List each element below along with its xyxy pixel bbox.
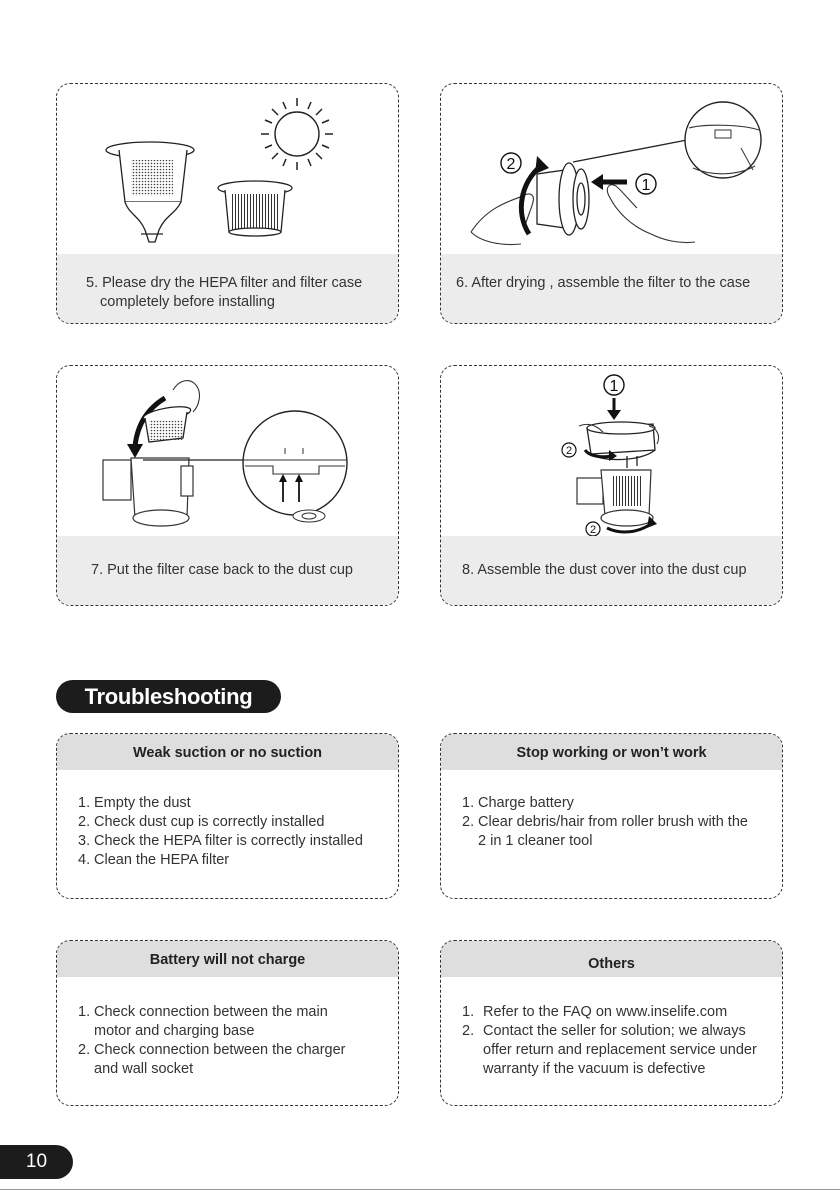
step-text-line-2: completely before installing — [100, 294, 275, 310]
svg-text:1: 1 — [609, 378, 619, 395]
svg-text:2: 2 — [565, 445, 573, 457]
panel-heading: Weak suction or no suction — [57, 734, 398, 770]
sun-icon — [261, 98, 333, 170]
page-number: 10 — [0, 1145, 73, 1179]
step-8-illustration — [441, 366, 782, 546]
svg-text:1: 1 — [641, 177, 651, 194]
list-item: 1. Check connection between the main motor and charging base — [78, 1004, 328, 1039]
callout-1-icon — [604, 375, 624, 395]
list-item: 1. Empty the dust — [78, 795, 191, 811]
step-text: Please dry the HEPA filter and filter case — [102, 275, 363, 291]
list-item: 2. Check connection between the charger and wall socket — [78, 1042, 346, 1077]
step-card-7 — [56, 365, 399, 606]
troubleshooting-title: Troubleshooting — [56, 680, 281, 713]
step-number: 6. — [456, 275, 469, 291]
list-item: 1. Charge battery — [462, 795, 574, 811]
step-7-caption — [57, 536, 398, 605]
callout-2-icon — [586, 522, 600, 536]
step-number: 5. — [86, 275, 99, 291]
panel-weak-suction — [56, 733, 399, 899]
solution-list — [462, 794, 782, 851]
step-card-5 — [56, 83, 399, 324]
list-item: 3. Check the HEPA filter is correctly installed — [78, 833, 363, 849]
down-arrow-icon — [607, 398, 621, 420]
list-item: 2. Contact the seller for solution; we always offer return and replacement service under warranty if the vacuum is defective — [462, 1023, 757, 1077]
step-number: 8. — [462, 562, 475, 578]
push-arrow-icon — [591, 174, 627, 190]
hepa-filter-icon — [218, 181, 292, 236]
step-text: Put the filter case back to the dust cup — [107, 562, 353, 578]
panel-stop-working — [440, 733, 783, 899]
magnify-detail-icon — [243, 411, 347, 522]
step-text: After drying , assemble the filter to the case — [471, 275, 751, 291]
step-7-illustration — [57, 366, 398, 546]
step-5-illustration — [57, 84, 398, 264]
step-6-caption — [441, 254, 782, 323]
footer-rule — [0, 1189, 840, 1190]
zoom-connector — [573, 140, 687, 162]
svg-text:2: 2 — [589, 524, 597, 536]
panel-heading: Stop working or won’t work — [441, 734, 782, 770]
callout-1-icon — [636, 174, 656, 194]
step-5-caption — [57, 254, 398, 323]
dust-cup-icon — [577, 470, 653, 526]
panel-heading: Others — [441, 941, 782, 977]
filter-mesh-texture — [131, 160, 173, 196]
solution-list — [78, 1003, 398, 1079]
solution-list — [78, 794, 398, 870]
step-8-caption — [441, 536, 782, 605]
list-item: 2. Check dust cup is correctly installed — [78, 814, 325, 830]
dust-cover-icon — [587, 422, 655, 468]
callout-2-icon — [501, 153, 521, 173]
panel-others — [440, 940, 783, 1106]
solution-list — [462, 1003, 782, 1079]
step-number: 7. — [91, 562, 104, 578]
panel-heading: Battery will not charge — [57, 941, 398, 977]
step-card-8 — [440, 365, 783, 606]
callout-2-icon — [562, 443, 576, 457]
step-6-illustration — [441, 84, 782, 264]
panel-battery-not-charge — [56, 940, 399, 1106]
magnify-detail-icon — [685, 102, 761, 178]
list-item: 4. Clean the HEPA filter — [78, 852, 230, 868]
step-text: Assemble the dust cover into the dust cup — [477, 562, 747, 578]
svg-text:2: 2 — [506, 156, 516, 173]
dust-cup-icon — [103, 458, 193, 526]
step-card-6 — [440, 83, 783, 324]
list-item: 2. Clear debris/hair from roller brush with the 2 in 1 cleaner tool — [462, 814, 748, 849]
list-item: 1. Refer to the FAQ on www.inselife.com — [462, 1004, 728, 1020]
filter-assembly-icon — [537, 163, 589, 235]
